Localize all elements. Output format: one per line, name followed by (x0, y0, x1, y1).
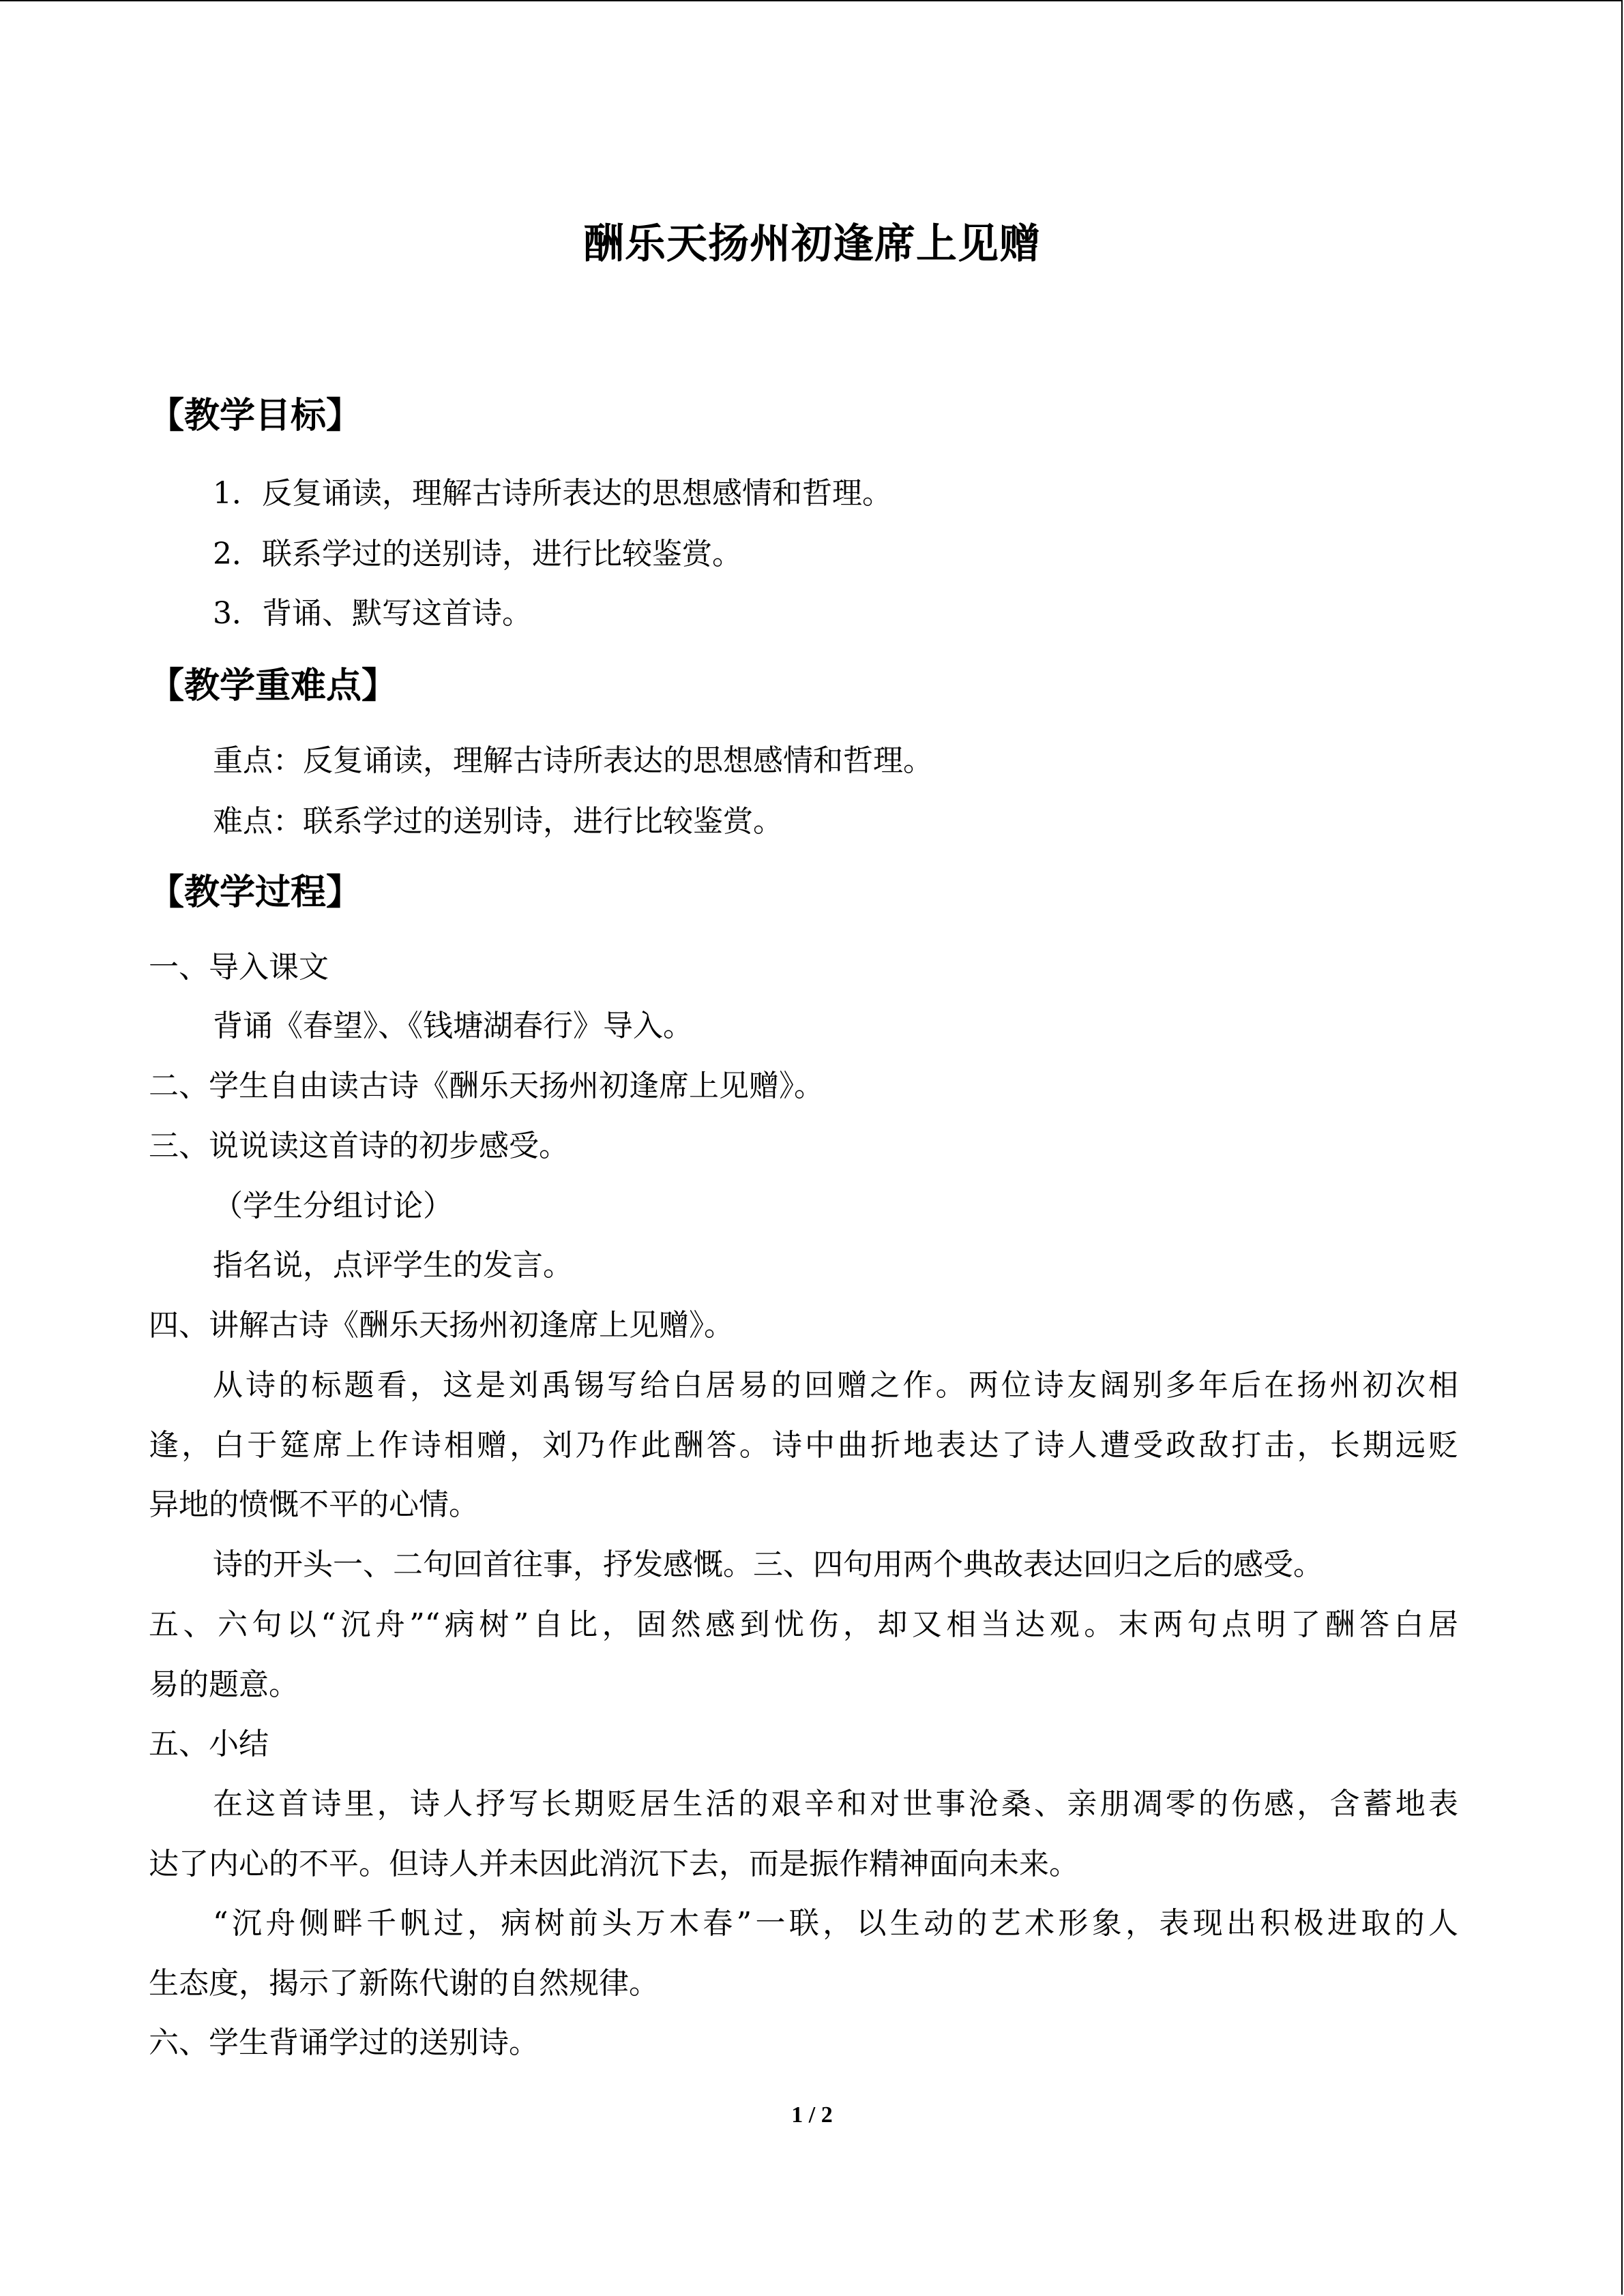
process-line: 五、六句以“沉舟”“病树”自比，固然感到忧伤，却又相当达观。末两句点明了酬答白居 (149, 1607, 1458, 1642)
process-line: 指名说，点评学生的发言。 (213, 1248, 573, 1283)
process-line: 五、小结 (149, 1727, 269, 1761)
heading-process: 【教学过程】 (149, 872, 362, 913)
process-line: 异地的愤慨不平的心情。 (149, 1487, 479, 1522)
heading-key-points: 【教学重难点】 (149, 666, 398, 706)
process-line: 从诗的标题看，这是刘禹锡写给白居易的回赠之作。两位诗友阔别多年后在扬州初次相 (213, 1368, 1458, 1403)
process-line: 诗的开头一、二句回首往事，抒发感慨。三、四句用两个典故表达回归之后的感受。 (213, 1547, 1323, 1582)
heading-goals: 【教学目标】 (149, 396, 362, 436)
process-line: 背诵《春望》、《钱塘湖春行》导入。 (213, 1009, 693, 1043)
key-point-item: 难点：联系学过的送别诗，进行比较鉴赏。 (213, 804, 783, 839)
process-line: 二、学生自由读古诗《酬乐天扬州初逢席上见赠》。 (149, 1069, 824, 1103)
process-line: “沉舟侧畔千帆过，病树前头万木春”一联，以生动的艺术形象，表现出积极进取的人 (213, 1906, 1458, 1941)
process-line: 六、学生背诵学过的送别诗。 (149, 2025, 539, 2060)
process-line: 三、说说读这首诗的初步感受。 (149, 1129, 569, 1163)
process-line: 四、讲解古诗《酬乐天扬州初逢席上见赠》。 (149, 1308, 734, 1343)
process-line: 在这首诗里，诗人抒写长期贬居生活的艰辛和对世事沧桑、亲朋凋零的伤感，含蓄地表 (213, 1787, 1458, 1821)
document-title: 酬乐天扬州初逢席上见赠 (583, 220, 1041, 268)
process-line: 生态度，揭示了新陈代谢的自然规律。 (149, 1966, 659, 2001)
process-line: 逢，白于筵席上作诗相赠，刘乃作此酬答。诗中曲折地表达了诗人遭受政敌打击，长期远贬 (149, 1428, 1458, 1463)
goal-item: 1．反复诵读，理解古诗所表达的思想感情和哲理。 (213, 476, 892, 511)
key-point-item: 重点：反复诵读，理解古诗所表达的思想感情和哲理。 (213, 743, 933, 778)
goal-item: 3．背诵、默写这首诗。 (213, 596, 532, 631)
process-line: （学生分组讨论） (213, 1189, 453, 1223)
process-line: 一、导入课文 (149, 950, 329, 985)
page-number: 1 / 2 (791, 2102, 833, 2128)
process-line: 达了内心的不平。但诗人并未因此消沉下去，而是振作精神面向未来。 (149, 1847, 1079, 1881)
goal-item: 2．联系学过的送别诗，进行比较鉴赏。 (213, 537, 742, 571)
process-line: 易的题意。 (149, 1667, 299, 1702)
